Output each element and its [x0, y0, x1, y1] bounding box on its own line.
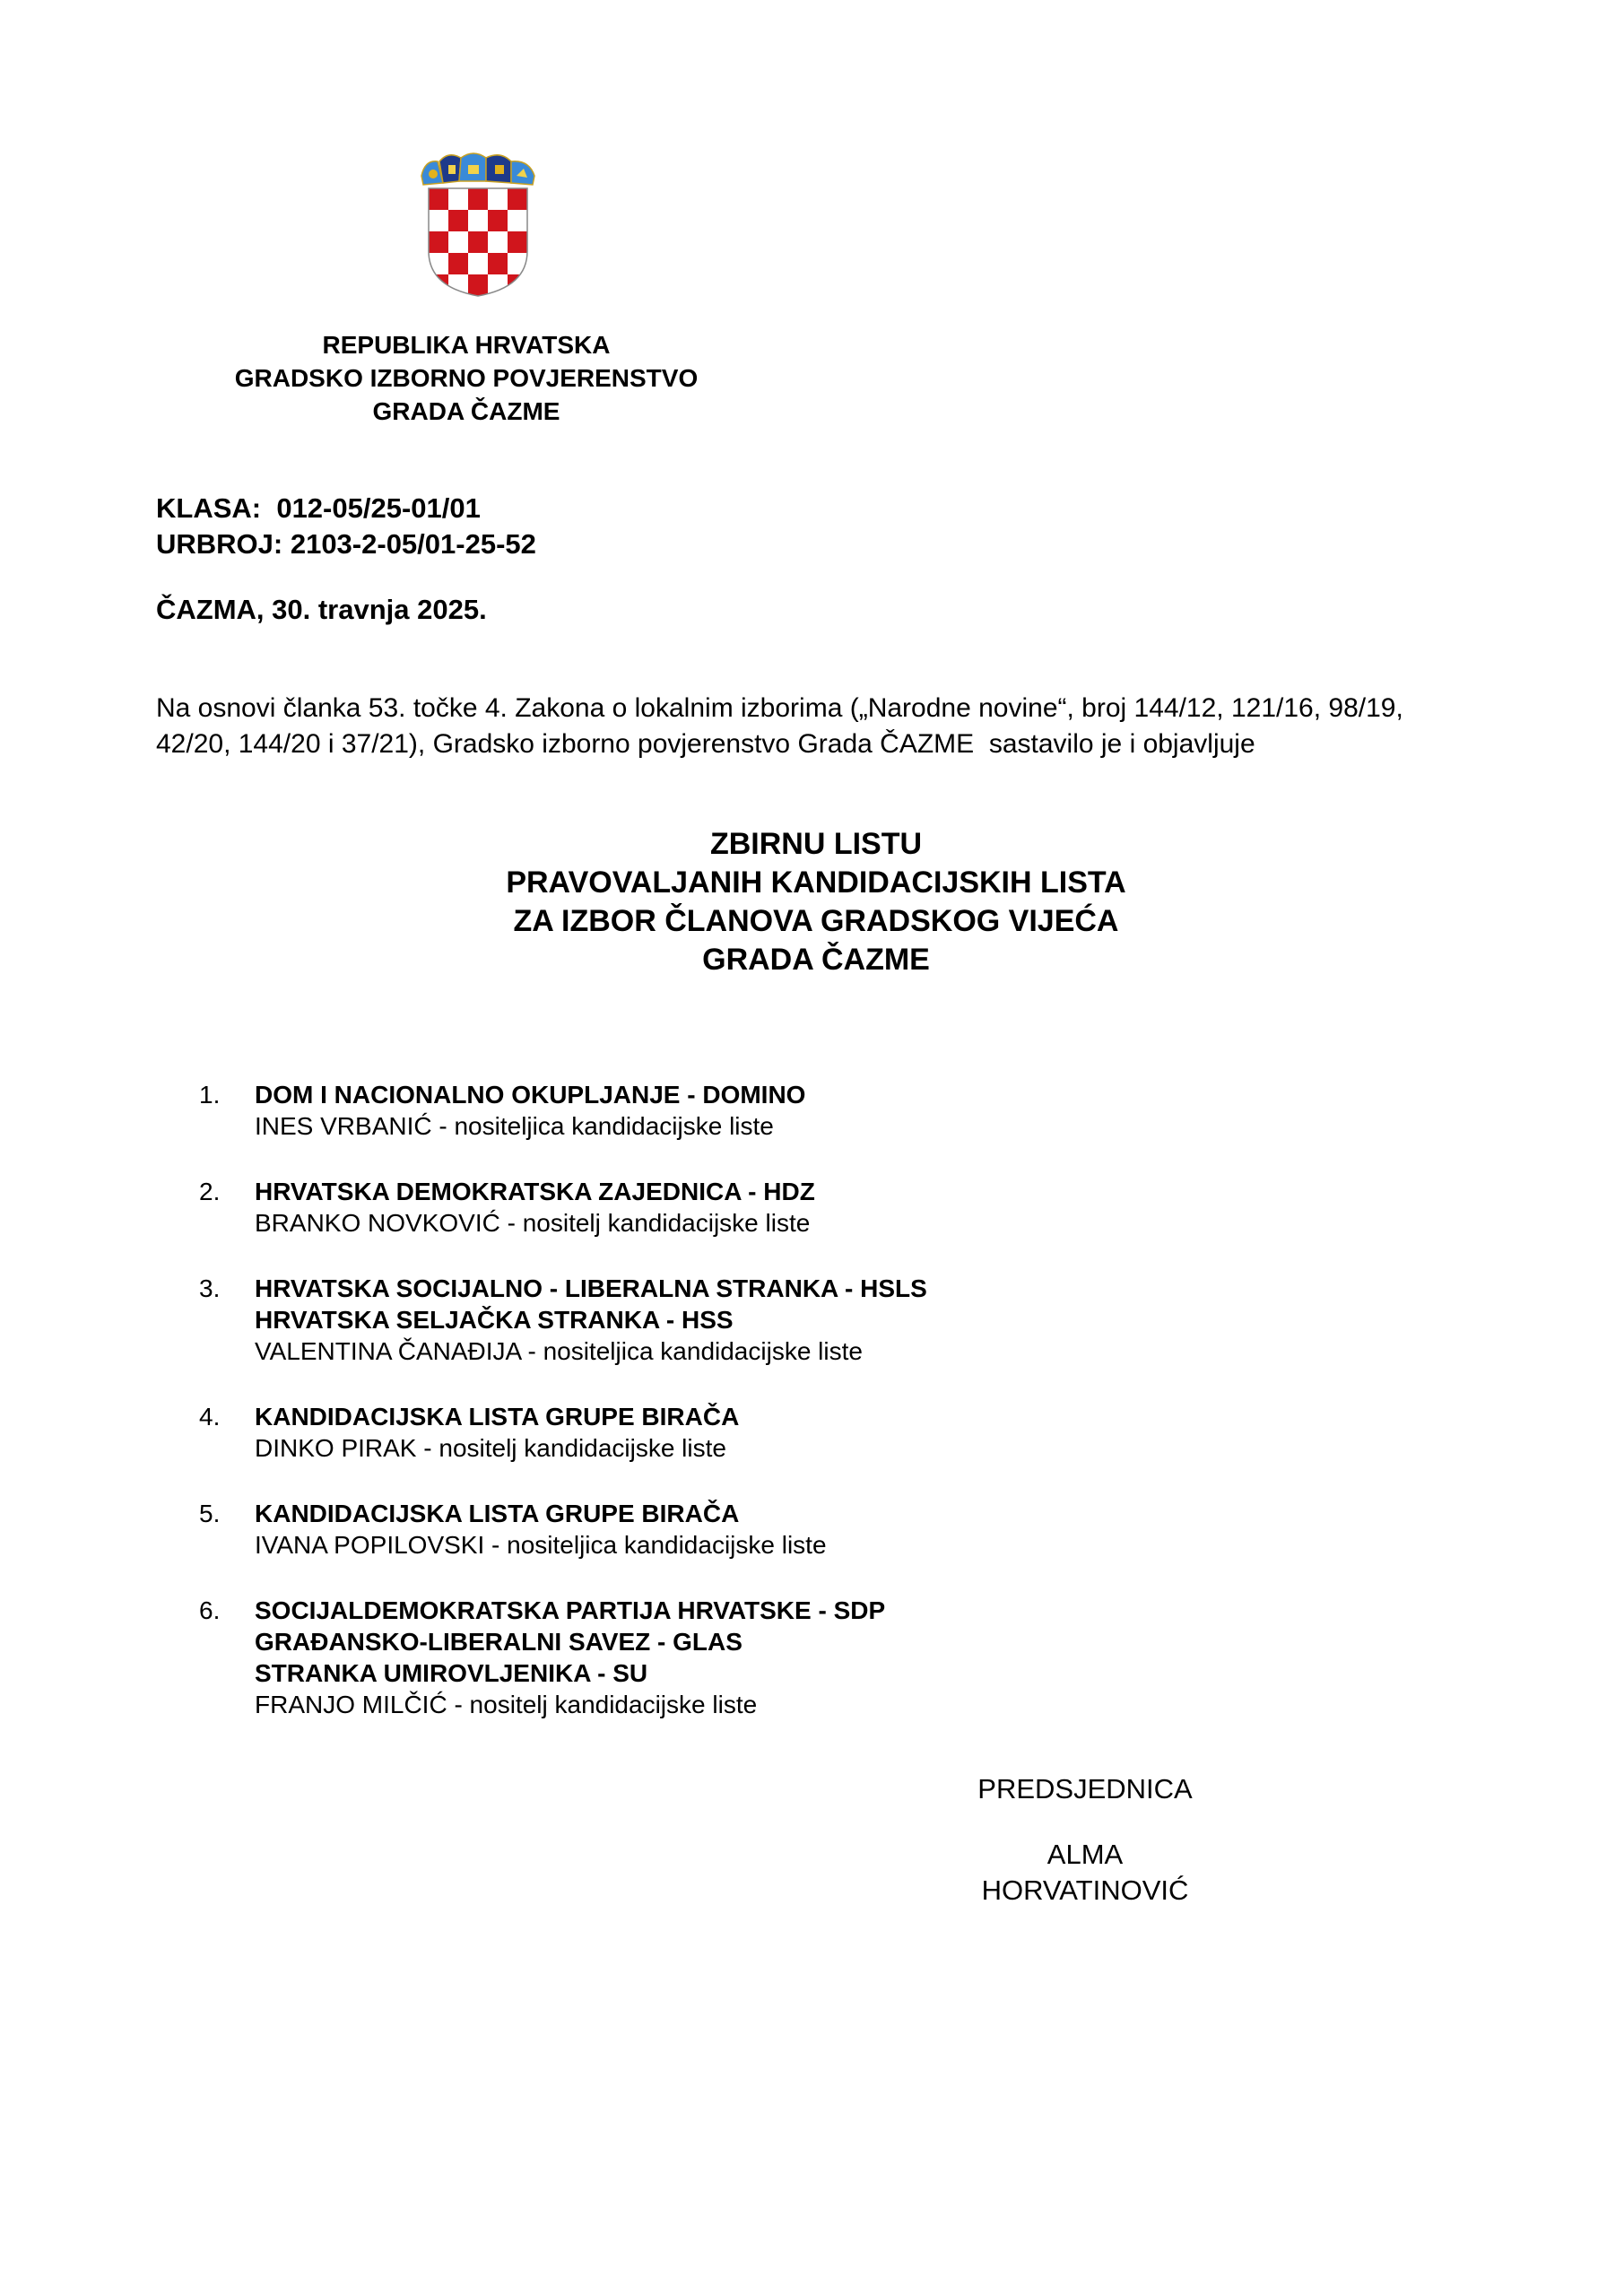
reference-block	[156, 491, 536, 562]
klasa: KLASA: 012-05/25-01/01	[156, 492, 481, 524]
title-line-4: GRADA ČAZME	[702, 943, 930, 977]
intro-paragraph: Na osnovi članka 53. točke 4. Zakona o lokalnim izborima („Narodne novine“, broj 144/12, 121/16, 98/19, 42/20, 144/20 i 37/21), Gradsko izborno povjerenstvo Grada ČAZME sastavilo je i objavljuje	[156, 693, 1411, 759]
party-name: SOCIJALDEMOKRATSKA PARTIJA HRVATSKE - SDP	[255, 1596, 886, 1624]
header-line-2: GRADSKO IZBORNO POVJERENSTVO	[234, 364, 699, 392]
place-date: ČAZMA, 30. travnja 2025.	[156, 594, 487, 625]
list-holder: IVANA POPILOVSKI - nositeljica kandidacijske liste	[255, 1531, 827, 1559]
header-line-1: REPUBLIKA HRVATSKA	[322, 331, 611, 359]
list-number: 4.	[199, 1403, 221, 1431]
list-item	[199, 1401, 1365, 1464]
list-holder: DINKO PIRAK - nositelj kandidacijske liste	[255, 1434, 726, 1462]
list-holder: BRANKO NOVKOVIĆ - nositelj kandidacijske liste	[255, 1209, 811, 1237]
title-line-1: ZBIRNU LISTU	[709, 827, 923, 861]
list-number: 3.	[199, 1274, 221, 1302]
signature-block	[942, 1771, 1229, 1909]
header-line-3: GRADA ČAZME	[372, 397, 560, 425]
party-name: HRVATSKA SELJAČKA STRANKA - HSS	[255, 1306, 734, 1334]
issuer-header	[179, 328, 753, 428]
party-name: KANDIDACIJSKA LISTA GRUPE BIRAČA	[255, 1403, 740, 1431]
party-name: DOM I NACIONALNO OKUPLJANJE - DOMINO	[255, 1081, 806, 1109]
list-number: 1.	[199, 1081, 221, 1109]
list-item	[199, 1595, 1365, 1720]
list-item	[199, 1079, 1365, 1142]
list-number: 2.	[199, 1178, 221, 1205]
list-item	[199, 1273, 1365, 1367]
crown-icon	[421, 153, 534, 185]
party-name: STRANKA UMIROVLJENIKA - SU	[255, 1659, 648, 1687]
title-line-3: ZA IZBOR ČLANOVA GRADSKOG VIJEĆA	[513, 904, 1119, 938]
list-number: 5.	[199, 1500, 221, 1527]
urbroj: URBROJ: 2103-2-05/01-25-52	[156, 528, 536, 560]
party-name: HRVATSKA DEMOKRATSKA ZAJEDNICA - HDZ	[255, 1178, 815, 1205]
list-item	[199, 1176, 1365, 1239]
title-line-2: PRAVOVALJANIH KANDIDACIJSKIH LISTA	[506, 865, 1126, 900]
list-holder: VALENTINA ČANAĐIJA - nositeljica kandidacijske liste	[255, 1337, 863, 1365]
list-holder: FRANJO MILČIĆ - nositelj kandidacijske liste	[255, 1691, 758, 1718]
signatory-name: ALMA HORVATINOVIĆ	[981, 1839, 1189, 1906]
party-name: GRAĐANSKO-LIBERALNI SAVEZ - GLAS	[255, 1628, 743, 1656]
list-number: 6.	[199, 1596, 221, 1624]
signatory-role: PREDSJEDNICA	[977, 1773, 1193, 1805]
party-name: KANDIDACIJSKA LISTA GRUPE BIRAČA	[255, 1500, 740, 1527]
croatian-coat-of-arms	[418, 152, 538, 298]
checkerboard-shield	[429, 188, 527, 298]
candidate-lists	[199, 1079, 1365, 1754]
list-item	[199, 1498, 1365, 1561]
document-title	[386, 825, 1246, 979]
list-holder: INES VRBANIĆ - nositeljica kandidacijske liste	[255, 1112, 774, 1140]
party-name: HRVATSKA SOCIJALNO - LIBERALNA STRANKA - HSLS	[255, 1274, 927, 1302]
